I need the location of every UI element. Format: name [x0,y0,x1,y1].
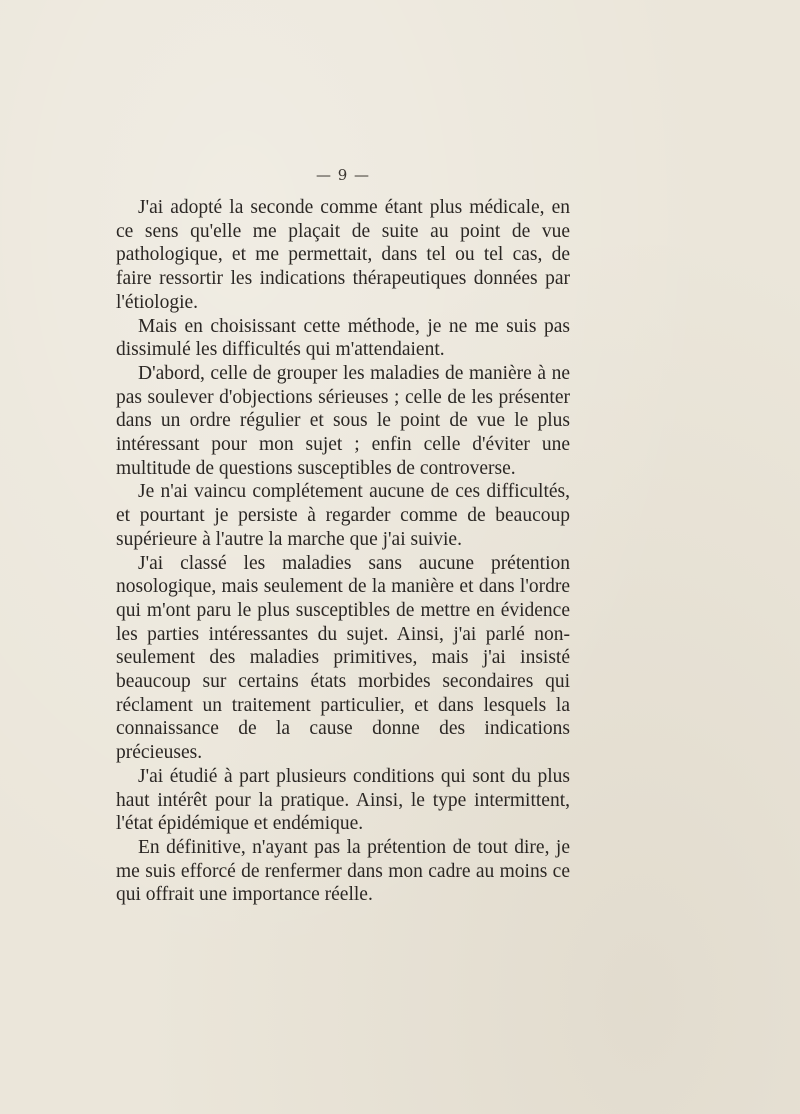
paragraph: D'abord, celle de grouper les maladies de manière à ne pas soulever d'objections sérieuses ; celle de les présenter dans un ordre régulier et sous le point de vue le plus intéressant pour mon sujet ; enfin celle d'éviter une multitude de questions susceptibles de controverse. [116,362,570,479]
paragraph: J'ai adopté la seconde comme étant plus médicale, en ce sens qu'elle me plaçait de suite au point de vue pathologique, et me permettait, dans tel ou tel cas, de faire ressortir les indications thérapeutiques données par l'étiologie. [116,197,570,313]
page-number: — 9 — [315,166,371,184]
body-text [116,196,570,907]
paragraph: Mais en choisissant cette méthode, je ne me suis pas dissimulé les difficultés qui m'attendaient. [116,315,570,361]
paragraph: Je n'ai vaincu complétement aucune de ces difficultés, et pourtant je persiste à regarder comme de beaucoup supérieure à l'autre la marche que j'ai suivie. [116,481,570,550]
paragraph: J'ai étudié à part plusieurs conditions qui sont du plus haut intérêt pour la pratique. Ainsi, le type intermittent, l'état épidémique et endémique. [116,765,570,835]
paragraph: J'ai classé les maladies sans aucune prétention nosologique, mais seulement de la manière et dans l'ordre qui m'ont paru le plus susceptibles de mettre en évidence les parties intéressantes du sujet. Ainsi, j'ai parlé non-seulement des maladies primitives, mais j'ai insisté beaucoup sur certains états morbides secondaires qui réclament un traitement particulier, et dans lesquels la connaissance de la cause donne des indications précieuses. [116,552,570,764]
paragraph: En définitive, n'ayant pas la prétention de tout dire, je me suis efforcé de renfermer dans mon cadre au moins ce qui offrait une importance réelle. [116,836,570,906]
